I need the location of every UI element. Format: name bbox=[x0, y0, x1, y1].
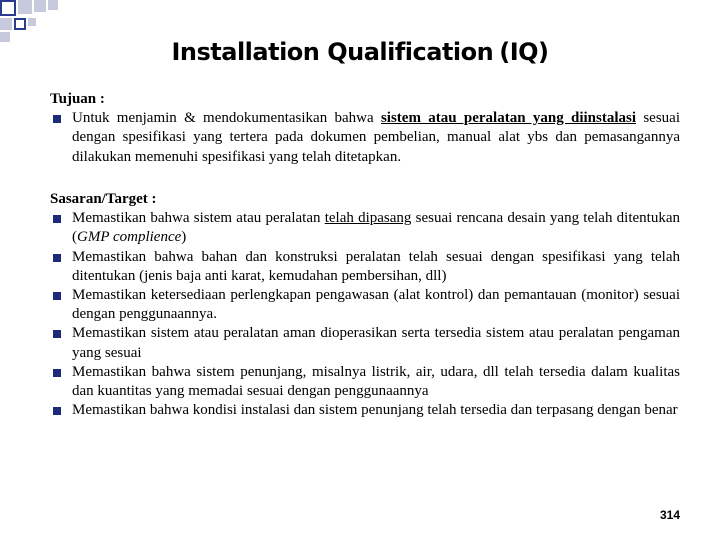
deco-square bbox=[28, 18, 36, 26]
item-text: sesuai rencana desain yang telah ditentukan ( bbox=[72, 210, 681, 246]
title-abbr: (IQ) bbox=[499, 38, 549, 66]
square-bullet-icon bbox=[53, 115, 61, 123]
deco-square bbox=[34, 0, 46, 12]
item-text: sesuai dengan spesifikasi yang tertera pada dokumen pembelian, manual alat ybs dan pemasangannya dilakukan memenuhi spesifikasi yang telah ditetapkan. bbox=[72, 110, 680, 165]
deco-square bbox=[14, 18, 26, 30]
square-bullet-icon bbox=[53, 292, 61, 300]
item-text: Memastikan bahwa sistem atau peralatan bbox=[72, 210, 325, 227]
list-item bbox=[50, 401, 680, 420]
item-text: Memastikan bahwa kondisi instalasi dan sistem penunjang telah tersedia dan terpasang dengan benar bbox=[72, 402, 678, 419]
page-number: 314 bbox=[659, 508, 680, 522]
tujuan-heading: Tujuan : bbox=[50, 91, 105, 107]
list-item bbox=[50, 286, 680, 324]
item-text: Memastikan sistem atau peralatan aman dioperasikan serta tersedia sistem atau peralatan pengaman yang sesuai bbox=[72, 325, 680, 361]
square-bullet-icon bbox=[53, 407, 61, 415]
deco-square bbox=[48, 0, 58, 10]
item-text: Untuk menjamin & mendokumentasikan bahwa bbox=[72, 110, 381, 127]
square-bullet-icon bbox=[53, 369, 61, 377]
square-bullet-icon bbox=[53, 330, 61, 338]
list-item bbox=[50, 209, 680, 247]
list-item bbox=[50, 109, 680, 167]
square-bullet-icon bbox=[53, 254, 61, 262]
square-bullet-icon bbox=[53, 215, 61, 223]
item-text: Memastikan ketersediaan perlengkapan pengawasan (alat kontrol) dan pemantauan (monitor) sesuai dengan penggunaannya. bbox=[72, 287, 680, 323]
page-title bbox=[0, 38, 720, 66]
list-item bbox=[50, 248, 680, 286]
deco-square bbox=[0, 0, 16, 16]
item-text: ) bbox=[181, 229, 187, 246]
item-emphasis: sistem atau peralatan yang diinstalasi bbox=[380, 110, 637, 127]
item-text: Memastikan bahwa bahan dan konstruksi peralatan telah sesuai dengan spesifikasi yang telah ditentukan (jenis baja anti karat, kemudahan pembersihan, dll) bbox=[72, 248, 680, 284]
sasaran-section bbox=[50, 190, 680, 420]
deco-square bbox=[18, 0, 32, 14]
list-item bbox=[50, 324, 680, 362]
tujuan-section bbox=[50, 90, 680, 167]
title-main: Installation Qualification bbox=[171, 38, 494, 66]
item-emphasis: telah dipasang bbox=[324, 210, 412, 227]
sasaran-heading: Sasaran/Target : bbox=[50, 191, 157, 207]
item-text: Memastikan bahwa sistem penunjang, misalnya listrik, air, udara, dll telah tersedia dalam kualitas dan kuantitas yang memadai sesuai dengan penggunaannya bbox=[72, 363, 680, 400]
deco-square bbox=[0, 18, 12, 30]
item-italic: GMP complience bbox=[77, 229, 182, 246]
list-item bbox=[50, 363, 680, 401]
